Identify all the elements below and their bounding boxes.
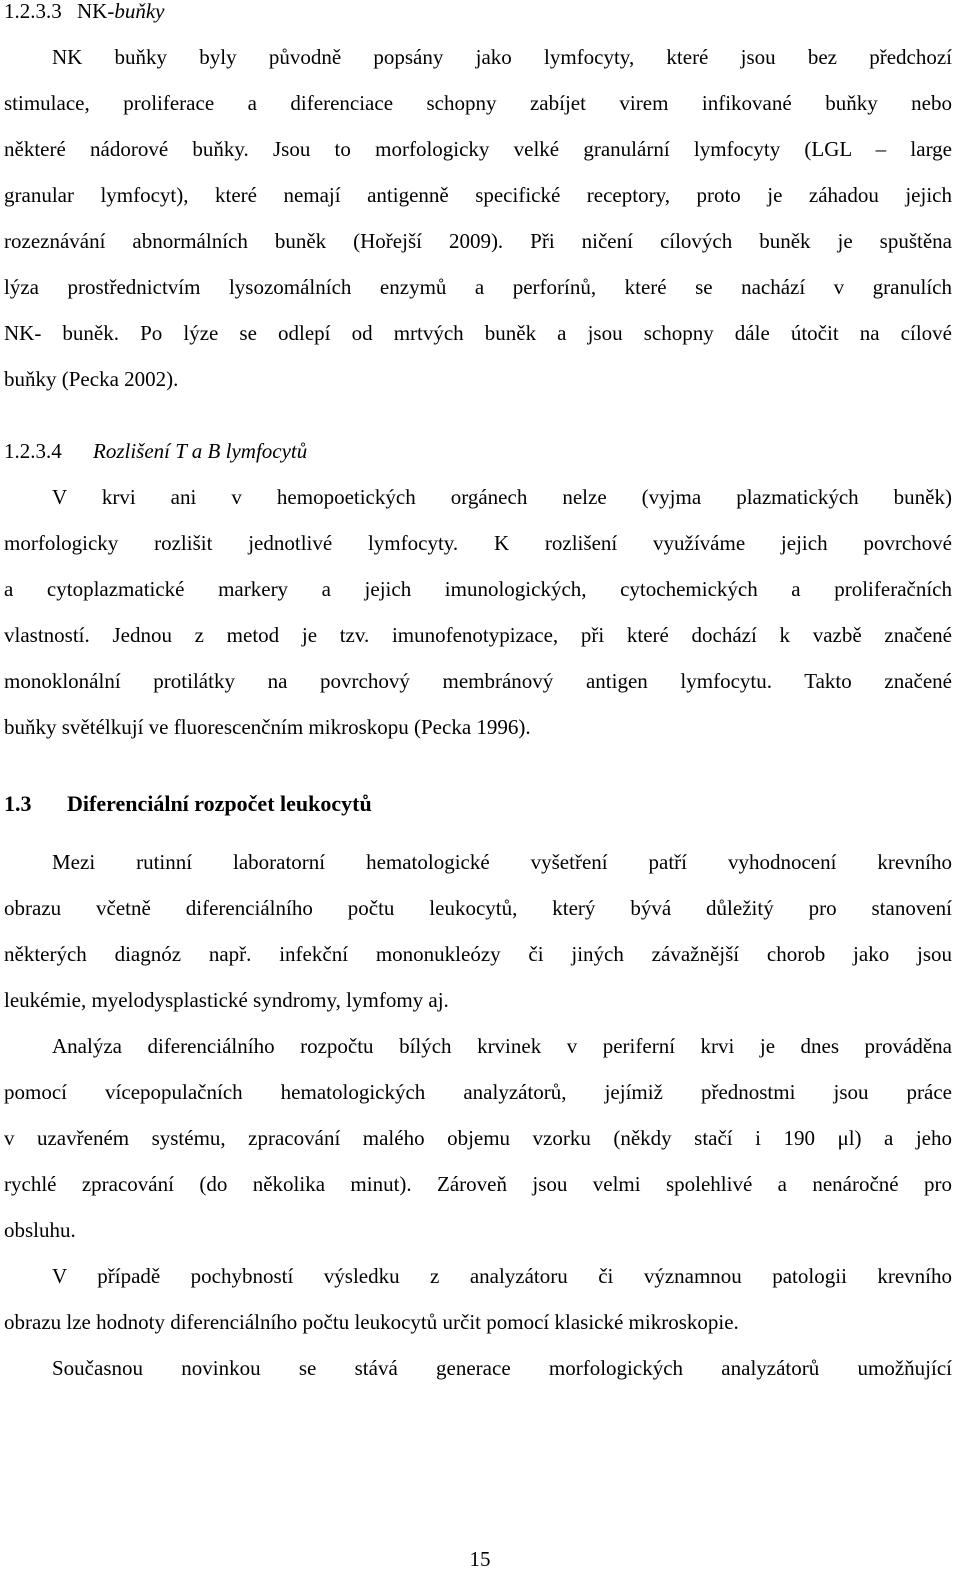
text-line: stimulace, proliferace a diferenciace schopny zabíjet virem infikované buňky nebo [4, 91, 952, 115]
text-line: některých diagnóz např. infekční mononukleózy či jiných závažnější chorob jako jsou [4, 942, 952, 966]
text-line: morfologicky rozlišit jednotlivé lymfocyty. K rozlišení využíváme jejich povrchové [4, 531, 952, 555]
text-line: obsluhu. [4, 1218, 76, 1242]
text-line: a cytoplazmatické markery a jejich imunologických, cytochemických a proliferačních [4, 577, 952, 601]
section-heading-1-3 [4, 789, 372, 819]
section-title: Diferenciální rozpočet leukocytů [67, 791, 372, 816]
section-heading-1-2-3-3 [4, 0, 164, 26]
text-line: Mezi rutinní laboratorní hematologické vyšetření patří vyhodnocení krevního [52, 850, 952, 874]
text-line: monoklonální protilátky na povrchový membránový antigen lymfocytu. Takto značené [4, 669, 952, 693]
text-line: rozeznávání abnormálních buněk (Hořejší 2009). Při ničení cílových buněk je spuštěna [4, 229, 952, 253]
text-line: V případě pochybností výsledku z analyzátoru či významnou patologii krevního [52, 1264, 952, 1288]
section-heading-1-2-3-4 [4, 436, 307, 466]
section-number: 1.2.3.3 [4, 0, 62, 23]
text-line: V krvi ani v hemopoetických orgánech nelze (vyjma plazmatických buněk) [52, 485, 952, 509]
text-line: lýza prostřednictvím lysozomálních enzymů a perforínů, které se nachází v granulích [4, 275, 952, 299]
text-line: buňky světélkují ve fluorescenčním mikroskopu (Pecka 1996). [4, 715, 531, 739]
section-title-italic: buňky [114, 0, 165, 23]
text-line: některé nádorové buňky. Jsou to morfologicky velké granulární lymfocyty (LGL – large [4, 137, 952, 161]
text-line: vlastností. Jednou z metod je tzv. imunofenotypizace, při které dochází k vazbě značené [4, 623, 952, 647]
page-number: 15 [469, 1547, 491, 1571]
section-number: 1.3 [4, 791, 32, 816]
text-line: pomocí vícepopulačních hematologických analyzátorů, jejímiž přednostmi jsou práce [4, 1080, 952, 1104]
section-title-plain: NK- [77, 0, 115, 23]
text-line: obrazu včetně diferenciálního počtu leukocytů, který bývá důležitý pro stanovení [4, 896, 952, 920]
text-line: Analýza diferenciálního rozpočtu bílých krvinek v periferní krvi je dnes prováděna [52, 1034, 952, 1058]
text-line: buňky (Pecka 2002). [4, 367, 179, 391]
text-line: rychlé zpracování (do několika minut). Zároveň jsou velmi spolehlivé a nenáročné pro [4, 1172, 952, 1196]
text-line: granular lymfocyt), které nemají antigenně specifické receptory, proto je záhadou jejich [4, 183, 952, 207]
text-line: Současnou novinkou se stává generace morfologických analyzátorů umožňující [52, 1356, 952, 1380]
text-line: obrazu lze hodnoty diferenciálního počtu leukocytů určit pomocí klasické mikroskopie. [4, 1310, 739, 1334]
text-line: v uzavřeném systému, zpracování malého objemu vzorku (někdy stačí i 190 μl) a jeho [4, 1126, 952, 1150]
text-line: leukémie, myelodysplastické syndromy, lymfomy aj. [4, 988, 449, 1012]
text-line: NK buňky byly původně popsány jako lymfocyty, které jsou bez předchozí [52, 45, 952, 69]
text-line: NK- buněk. Po lýze se odlepí od mrtvých buněk a jsou schopny dále útočit na cílové [4, 321, 952, 345]
section-number: 1.2.3.4 [4, 439, 62, 463]
section-title: Rozlišení T a B lymfocytů [93, 439, 308, 463]
